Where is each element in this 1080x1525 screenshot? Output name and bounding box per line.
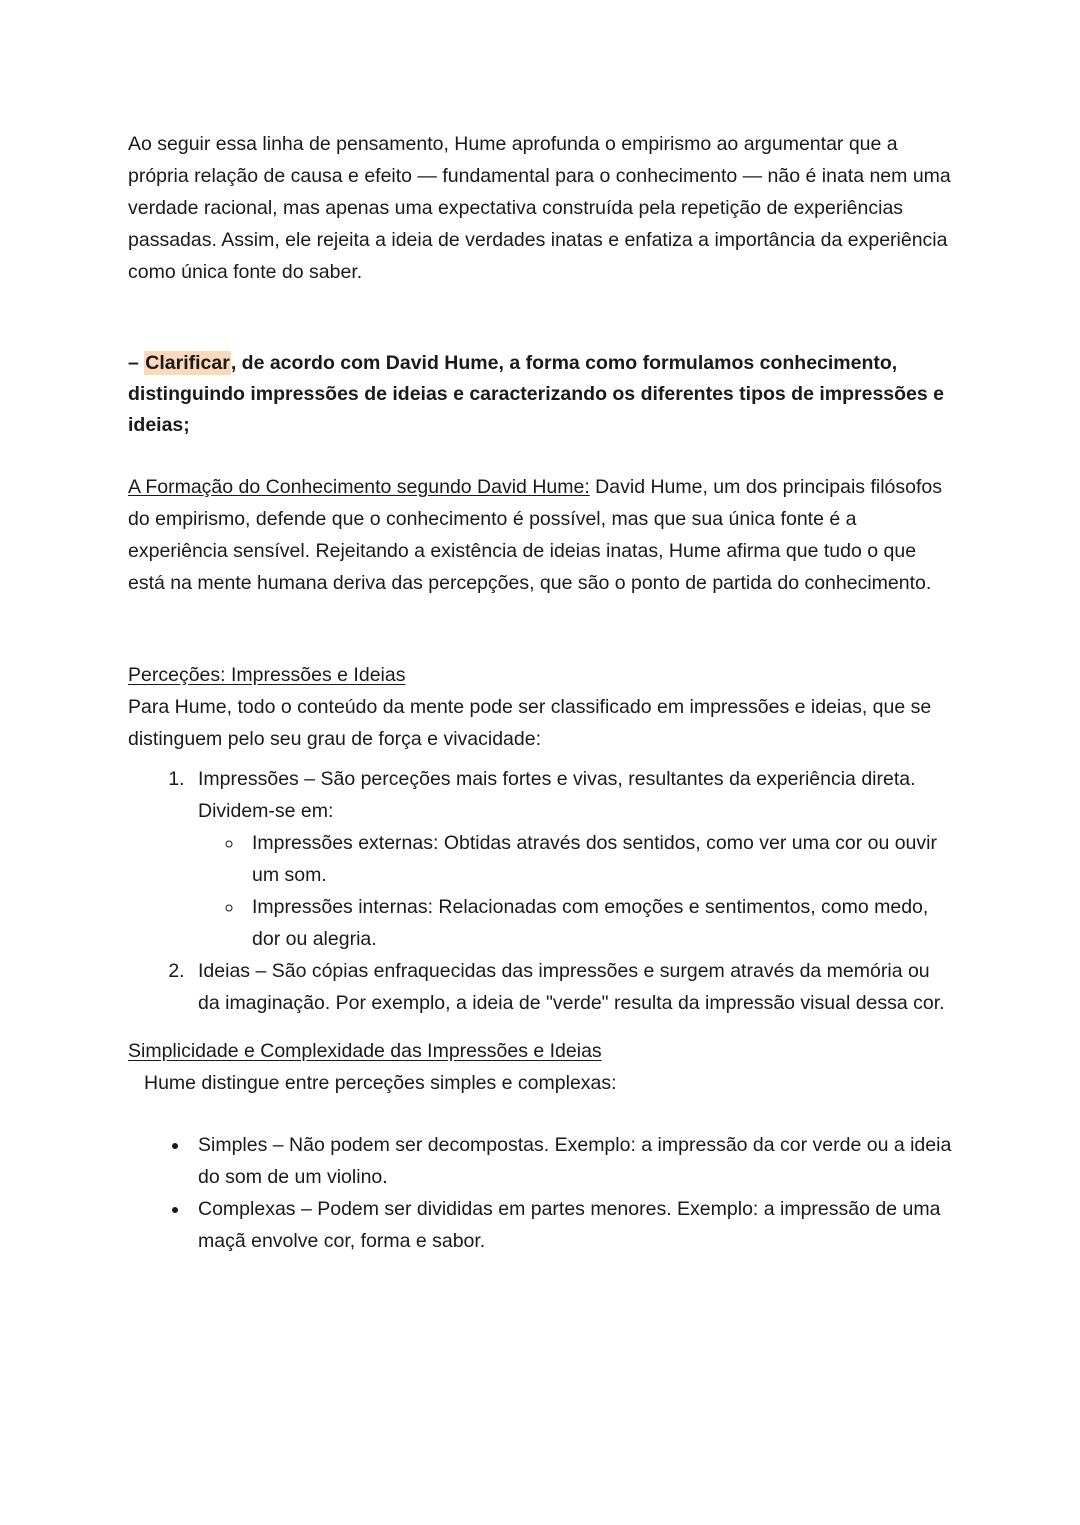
task-prompt-rest: , de acordo com David Hume, a forma como formulamos conhecimento, distinguindo impressões de ideias e caracterizando os diferentes tipos de impressões e ideias; [128,352,945,436]
list-item: • Complexas – Podem ser divididas em partes menores. Exemplo: a impressão de uma maçã envolve cor, forma e sabor. [190,1193,952,1257]
highlighted-term: Clarificar [145,352,230,374]
section-intro-paragraph [128,471,952,599]
list-item: ◦ Impressões internas: Relacionadas com emoções e sentimentos, como medo, dor ou alegria. [244,891,952,955]
intro-paragraph: Ao seguir essa linha de pensamento, Hume aprofunda o empirismo ao argumentar que a própria relação de causa e efeito — fundamental para o conhecimento — não é inata nem uma verdade racional, mas apenas uma expectativa construída pela repetição de experiências passadas. Assim, ele rejeita a ideia de verdades inatas e enfatiza a importância da experiência como única fonte do saber. [128,133,951,283]
task-prompt-dash: – [128,352,139,374]
simplicity-intro: Hume distingue entre perceções simples e complexas: [144,1072,617,1094]
list-item: • Simples – Não podem ser decompostas. Exemplo: a impressão da cor verde ou a ideia do som de um violino. [190,1129,952,1193]
simplicity-heading: Simplicidade e Complexidade das Impressões e Ideias [128,1040,602,1062]
perceptions-heading: Perceções: Impressões e Ideias [128,664,406,686]
spacer [128,1019,952,1035]
perceptions-intro: Para Hume, todo o conteúdo da mente pode ser classificado em impressões e ideias, que se distinguem pelo seu grau de força e vivacidade: [128,696,932,750]
perceptions-sublist [198,827,952,955]
list-item: ◦ Impressões externas: Obtidas através dos sentidos, como ver uma cor ou ouvir um som. [244,827,952,891]
list-item: 2. Ideias – São cópias enfraquecidas das impressões e surgem através da memória ou da imaginação. Por exemplo, a ideia de "verde" resulta da impressão visual dessa cor. [190,955,952,1019]
spacer [128,288,952,348]
document-body [128,128,952,1257]
spacer [128,599,952,659]
spacer [128,755,952,763]
task-prompt [128,348,952,441]
section-intro-lead: A Formação do Conhecimento segundo David Hume: [128,476,590,498]
spacer [128,441,952,471]
list-item-text: Impressões – São perceções mais fortes e vivas, resultantes da experiência direta. Dividem-se em: [198,768,916,822]
perceptions-list [128,763,952,1019]
spacer [128,1099,952,1129]
simplicity-list [128,1129,952,1257]
list-item [190,763,952,955]
section-intro-body: David Hume, um dos principais filósofos do empirismo, defende que o conhecimento é possível, mas que sua única fonte é a experiência sensível. Rejeitando a existência de ideias inatas, Hume afirma que tudo o que está na mente humana deriva das percepções, que são o ponto de partida do conhecimento. [128,476,942,594]
